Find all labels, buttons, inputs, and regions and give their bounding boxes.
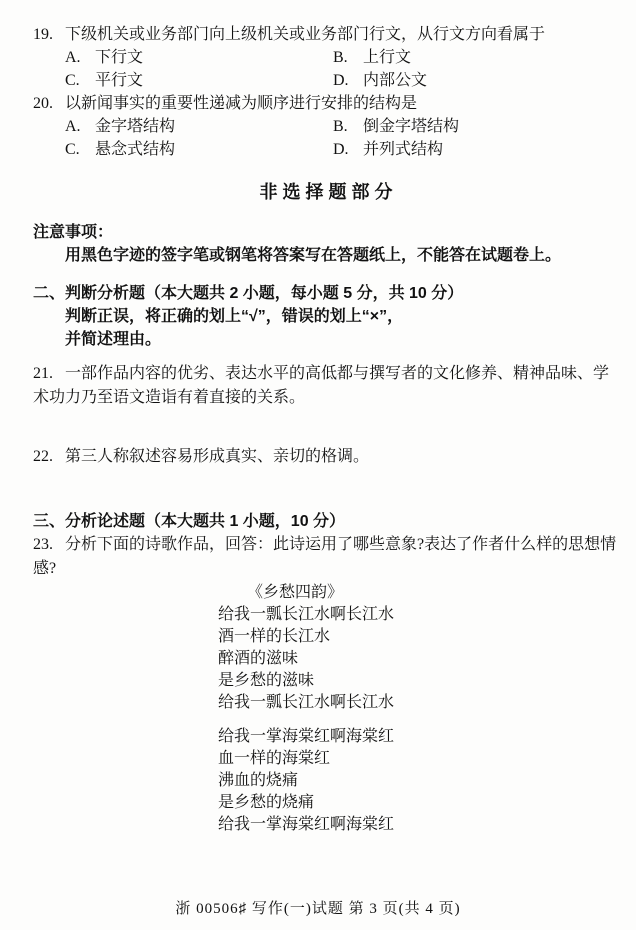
question-21 bbox=[33, 362, 624, 410]
poem-line: 酒一样的长江水 bbox=[218, 628, 331, 645]
option-label: A. bbox=[65, 49, 81, 66]
question-text: 第三人称叙述容易形成真实、亲切的格调。 bbox=[65, 448, 370, 465]
poem-line: 给我一瓢长江水啊长江水 bbox=[218, 606, 395, 623]
option-c bbox=[65, 69, 333, 92]
section-3-heading: 三、分析论述题（本大题共 1 小题，10 分） bbox=[33, 513, 346, 530]
question-23 bbox=[33, 533, 624, 581]
page-footer: 浙 00506♯ 写作(一)试题 第 3 页(共 4 页) bbox=[175, 901, 461, 917]
question-20-stem bbox=[33, 92, 624, 115]
question-text: 分析下面的诗歌作品，回答：此诗运用了哪些意象?表达了作者什么样的思想情感? bbox=[33, 536, 617, 577]
option-label: B. bbox=[333, 49, 348, 66]
section-2-instruction-line1: 判断正误，将正确的划上“√”，错误的划上“×”， bbox=[65, 308, 404, 325]
poem-line: 给我一掌海棠红啊海棠红 bbox=[218, 728, 395, 745]
option-text: 下行文 bbox=[95, 49, 144, 66]
option-a bbox=[65, 115, 333, 138]
option-label: A. bbox=[65, 118, 81, 135]
poem-line: 醉酒的滋味 bbox=[218, 650, 299, 667]
section-2-instruction-line2: 并简述理由。 bbox=[65, 331, 162, 348]
question-text: 下级机关或业务部门向上级机关或业务部门行文，从行文方向看属于 bbox=[65, 26, 546, 43]
option-label: B. bbox=[333, 118, 348, 135]
poem-stanza-1 bbox=[218, 604, 624, 714]
question-number: 23. bbox=[33, 536, 53, 553]
option-a bbox=[65, 46, 333, 69]
poem bbox=[218, 604, 624, 836]
option-text: 平行文 bbox=[95, 72, 144, 89]
option-text: 悬念式结构 bbox=[95, 141, 176, 158]
poem-line: 沸血的烧痛 bbox=[218, 772, 299, 789]
option-c bbox=[65, 138, 333, 161]
question-number: 21. bbox=[33, 365, 53, 382]
option-label: C. bbox=[65, 72, 80, 89]
option-b bbox=[333, 115, 624, 138]
question-19 bbox=[33, 23, 624, 92]
option-d bbox=[333, 69, 624, 92]
poem-title: 《乡愁四韵》 bbox=[247, 584, 344, 601]
question-text: 一部作品内容的优劣、表达水平的高低都与撰写者的文化修养、精神品味、学术功力乃至语文造诣有着直接的关系。 bbox=[33, 365, 610, 406]
option-label: D. bbox=[333, 72, 349, 89]
question-number: 22. bbox=[33, 448, 53, 465]
question-19-stem bbox=[33, 23, 624, 46]
question-number: 20. bbox=[33, 95, 53, 112]
option-text: 上行文 bbox=[363, 49, 412, 66]
section-2-block bbox=[33, 282, 624, 351]
poem-line: 给我一掌海棠红啊海棠红 bbox=[218, 816, 395, 833]
question-text: 以新闻事实的重要性递减为顺序进行安排的结构是 bbox=[65, 95, 418, 112]
option-text: 并列式结构 bbox=[363, 141, 444, 158]
poem-line: 是乡愁的滋味 bbox=[218, 672, 315, 689]
option-d bbox=[333, 138, 624, 161]
option-text: 倒金字塔结构 bbox=[363, 118, 460, 135]
question-20 bbox=[33, 92, 624, 161]
poem-line: 血一样的海棠红 bbox=[218, 750, 331, 767]
question-22 bbox=[33, 445, 624, 469]
option-text: 金字塔结构 bbox=[95, 118, 176, 135]
poem-line: 是乡愁的烧痛 bbox=[218, 794, 315, 811]
section-2-heading: 二、判断分析题（本大题共 2 小题，每小题 5 分，共 10 分） bbox=[33, 285, 464, 302]
option-label: D. bbox=[333, 141, 349, 158]
section-header-non-mcq: 非选择题部分 bbox=[259, 182, 398, 202]
option-b bbox=[333, 46, 624, 69]
question-19-options bbox=[65, 46, 624, 92]
poem-stanza-2 bbox=[218, 726, 624, 836]
notice-body: 用黑色字迹的签字笔或钢笔将答案写在答题纸上，不能答在试题卷上。 bbox=[65, 247, 562, 264]
option-text: 内部公文 bbox=[363, 72, 428, 89]
question-number: 19. bbox=[33, 26, 53, 43]
question-20-options bbox=[65, 115, 624, 161]
option-label: C. bbox=[65, 141, 80, 158]
poem-line: 给我一瓢长江水啊长江水 bbox=[218, 694, 395, 711]
notice-title: 注意事项： bbox=[33, 224, 114, 241]
